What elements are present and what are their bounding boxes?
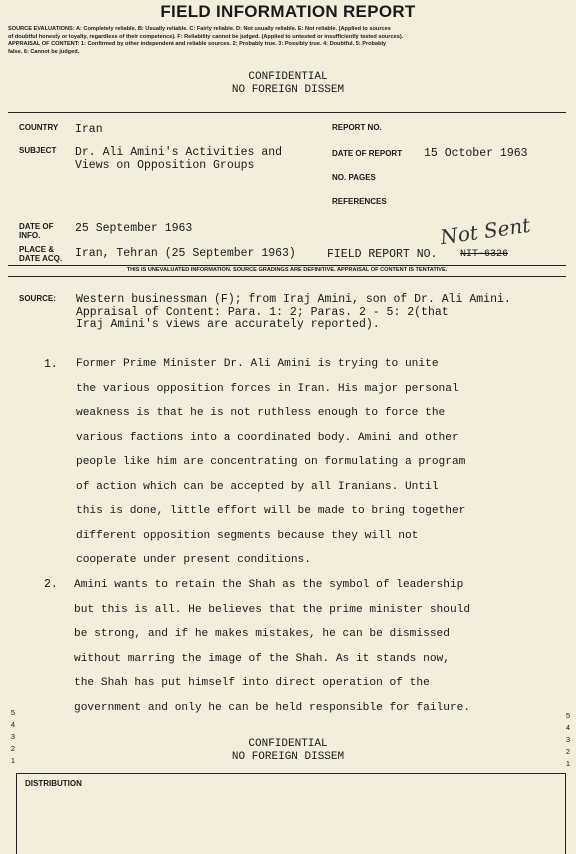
place-date-acq-label [19,245,62,263]
margin-number: 1 [565,759,571,768]
date-of-report-label: DATE OF REPORT [332,149,403,158]
report-title: FIELD INFORMATION REPORT [160,2,416,21]
margin-number: 4 [10,720,16,729]
paragraph-line: be strong, and if he makes mistakes, he can be dismissed [74,628,450,640]
divider-unevaluated-bottom [8,276,566,277]
margin-number: 5 [565,711,571,720]
distribution-label: DISTRIBUTION [25,779,82,788]
classification-dissem: NO FOREIGN DISSEM [231,84,345,96]
subject-line-2: Views on Opposition Groups [75,159,255,172]
legend-line-4: false. 6: Cannot be judged. [8,48,80,55]
footer-classification-confidential: CONFIDENTIAL [248,738,328,750]
date-of-info-label [19,222,54,240]
date-of-info-value: 25 September 1963 [75,222,193,235]
paragraph-line: the Shah has put himself into direct operation of the [74,677,430,689]
paragraph-2 [74,573,470,720]
margin-number: 2 [10,744,16,753]
date-of-info-label-line-1: DATE OF [19,222,54,231]
no-pages-label: NO. PAGES [332,173,376,182]
date-of-info-label-line-2: INFO. [19,231,41,240]
country-value: Iran [75,123,103,136]
source-text [76,294,511,332]
source-label: SOURCE: [19,294,56,303]
margin-number: 5 [10,708,16,717]
source-evaluation-legend [8,26,563,56]
place-label-line-1: PLACE & [19,245,55,254]
date-of-report-value: 15 October 1963 [424,147,528,160]
classification-confidential: CONFIDENTIAL [248,71,328,83]
report-no-label: REPORT NO. [332,123,382,132]
margin-number: 4 [565,723,571,732]
subject-line-1: Dr. Ali Amini's Activities and [75,146,283,159]
paragraph-line: without marring the image of the Shah. As it stands now, [74,652,450,665]
paragraph-line: but this is all. He believes that the prime minister should [74,603,471,616]
paragraph-line: this is done, little effort will be made to bring together [76,505,466,517]
subject-label: SUBJECT [19,146,57,155]
footer-classification-dissem: NO FOREIGN DISSEM [231,751,345,763]
margin-number: 1 [10,756,16,765]
subject-value [75,146,282,172]
field-report-value: NIT-6326 [460,249,509,260]
margin-number: 3 [565,735,571,744]
legend-line-3: APPRAISAL OF CONTENT: 1: Confirmed by other independent and reliable sources. 2: Probably true. 3: Possibly true. 4: Doubtful. 5: Probably [8,41,387,48]
classification-footer [0,738,576,764]
paragraph-line: people like him are concentrating on formulating a program [76,456,466,468]
source-line-1: Western businessman (F); from Iraj Amini, son of Dr. Ali Amini. [76,293,511,306]
paragraph-line: Amini wants to retain the Shah as the symbol of leadership [74,579,464,591]
paragraph-1 [76,352,465,573]
place-date-acq-value: Iran, Tehran (25 September 1963) [75,247,296,260]
references-label: REFERENCES [332,197,387,206]
paragraph-line: government and only he can be held responsible for failure. [74,701,471,714]
place-label-line-2: DATE ACQ. [19,254,63,263]
paragraph-line: cooperate under present conditions. [76,554,311,566]
legend-line-2: of doubtful honesty or loyalty, regardless of their competence). F: Reliability cannot be judged. (Applied to untested or insufficiently tested sources). [8,33,404,40]
distribution-box [16,773,566,854]
margin-number: 2 [565,747,571,756]
unevaluated-note: THIS IS UNEVALUATED INFORMATION. SOURCE GRADINGS ARE DEFINITIVE. APPRAISAL OF CONTENT IS TENTATIVE. [126,267,448,273]
divider-top [8,112,566,113]
field-report-label: FIELD REPORT NO. [327,248,438,261]
paragraph-2-number: 2. [44,578,58,591]
paragraph-line: weakness is that he is not ruthless enough to force the [76,407,446,419]
paragraph-line: various factions into a coordinated body. Amini and other [76,431,459,444]
paragraph-line: different opposition segments because they will not [76,529,419,542]
source-line-2: Appraisal of Content: Para. 1: 2; Paras. 2 - 5: 2(that [76,305,449,319]
paragraph-line: Former Prime Minister Dr. Ali Amini is trying to unite [76,358,439,370]
handwritten-not-sent: Not Sent [438,212,532,250]
paragraph-line: the various opposition forces in Iran. His major personal [76,382,459,395]
margin-number: 3 [10,732,16,741]
legend-line-1: SOURCE EVALUATIONS: A: Completely reliable. B: Usually reliable. C: Fairly reliable. D: Not usually reliable. E: Not reliable. (Applied to sources [8,26,391,32]
divider-unevaluated-top [8,265,566,266]
paragraph-line: of action which can be accepted by all Iranians. Until [76,480,439,493]
classification-header [0,71,576,97]
paragraph-1-number: 1. [44,358,58,371]
source-line-3: Iraj Amini's views are accurately reported). [76,318,380,331]
country-label: COUNTRY [19,123,59,132]
